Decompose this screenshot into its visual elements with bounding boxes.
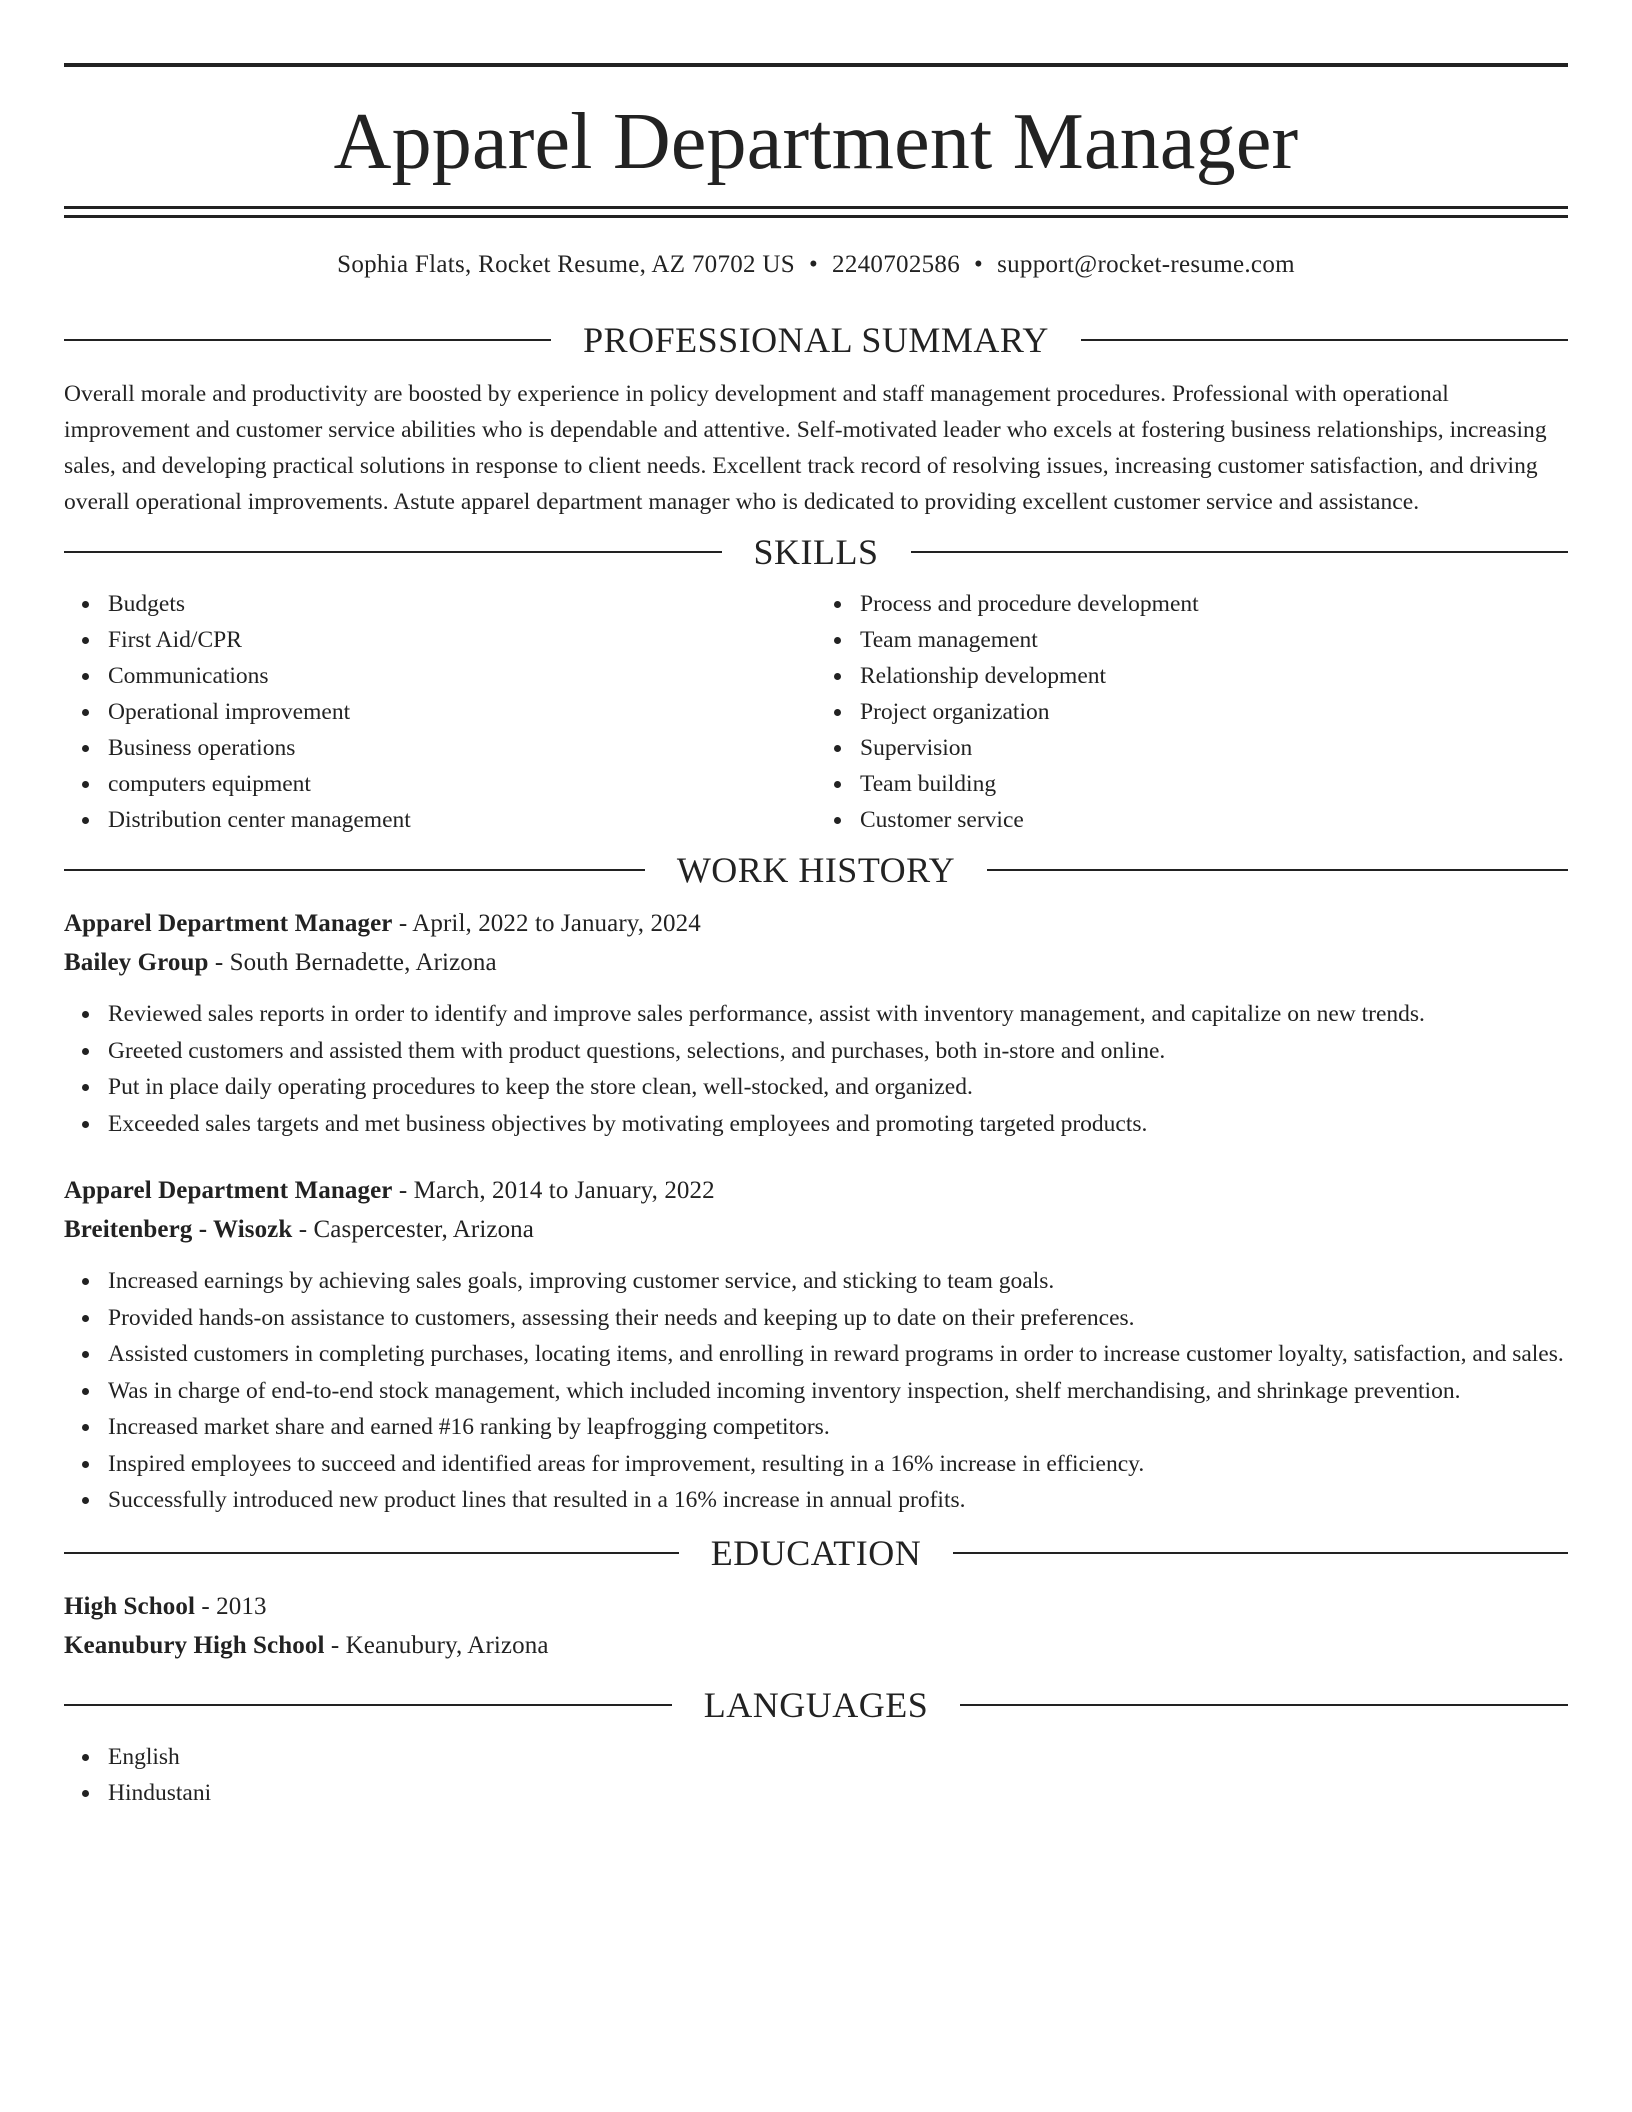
job-bullet: Successfully introduced new product lines that resulted in a 16% increase in annual profits. <box>108 1482 1568 1519</box>
job-bullets <box>64 996 1568 1142</box>
job-company: Breitenberg - Wisozk <box>64 1216 293 1243</box>
job-bullet: Inspired employees to succeed and identified areas for improvement, resulting in a 16% increase in efficiency. <box>108 1446 1568 1483</box>
skill-item: Relationship development <box>860 658 1568 694</box>
contact-separator: • <box>974 251 984 278</box>
skill-item: Project organization <box>860 694 1568 730</box>
skill-item: Process and procedure development <box>860 586 1568 622</box>
summary-text: Overall morale and productivity are boosted by experience in policy development and staff management procedures. Professional with operational improvement and customer service abilities who is dependable and attentive. Self-motivated leader who excels at fostering business relationships, increasing sales, and developing practical solutions in response to client needs. Excellent track record of resolving issues, increasing customer satisfaction, and driving overall operational improvements. Astute apparel department manager who is dedicated to providing excellent customer service and assistance. <box>64 381 1547 515</box>
heading-rule-right <box>1081 339 1568 341</box>
education-school: Keanubury High School <box>64 1631 325 1659</box>
section-title: LANGUAGES <box>703 1684 929 1725</box>
job-bullet: Greeted customers and assisted them with product questions, selections, and purchases, both in-store and online. <box>108 1033 1568 1070</box>
skill-item: Communications <box>108 658 816 694</box>
heading-rule-left <box>64 1704 672 1706</box>
job-bullets <box>64 1263 1568 1519</box>
job-title: Apparel Department Manager <box>64 1177 393 1204</box>
job-title: Apparel Department Manager <box>64 910 393 937</box>
education-degree-line: High School - 2013 <box>64 1592 267 1620</box>
job-entry <box>64 1171 1568 1519</box>
job-title-line: Apparel Department Manager - March, 2014 to January, 2022 <box>64 1177 715 1204</box>
job-dates: April, 2022 to January, 2024 <box>412 910 701 937</box>
section-heading-work-history <box>64 848 1568 892</box>
top-rule <box>64 63 1568 67</box>
job-title-line: Apparel Department Manager - April, 2022 to January, 2024 <box>64 910 701 937</box>
skill-item: Team management <box>860 622 1568 658</box>
skills-column-right <box>816 586 1568 838</box>
skills-column-left <box>64 586 816 838</box>
section-heading-skills <box>64 530 1568 574</box>
page-title: Apparel Department Manager <box>333 98 1299 186</box>
contact-line <box>64 250 1568 280</box>
skill-item: Distribution center management <box>108 802 816 838</box>
heading-rule-right <box>953 1552 1568 1554</box>
skills-list <box>64 586 1568 838</box>
education-year: 2013 <box>216 1592 267 1620</box>
skill-item: Supervision <box>860 730 1568 766</box>
job-location: South Bernadette, Arizona <box>229 949 497 976</box>
job-bullet: Exceeded sales targets and met business objectives by motivating employees and promoting targeted products. <box>108 1106 1568 1143</box>
section-title: EDUCATION <box>710 1532 922 1573</box>
heading-rule-left <box>64 1552 679 1554</box>
job-bullet: Put in place daily operating procedures to keep the store clean, well-stocked, and organized. <box>108 1069 1568 1106</box>
skill-item: First Aid/CPR <box>108 622 816 658</box>
job-bullet: Assisted customers in completing purchases, locating items, and enrolling in reward programs in order to increase customer loyalty, satisfaction, and sales. <box>108 1336 1568 1373</box>
education-entry <box>64 1587 1568 1665</box>
job-location: Caspercester, Arizona <box>313 1216 534 1243</box>
skill-item: Team building <box>860 766 1568 802</box>
section-title: SKILLS <box>753 532 879 572</box>
education-degree: High School <box>64 1592 195 1620</box>
section-heading-languages <box>64 1683 1568 1727</box>
heading-rule-right <box>960 1704 1568 1706</box>
job-company: Bailey Group <box>64 949 209 976</box>
section-heading-summary <box>64 318 1568 362</box>
heading-rule-right <box>911 551 1569 553</box>
education-school-line: Keanubury High School - Keanubury, Arizona <box>64 1631 549 1659</box>
job-bullet: Increased market share and earned #16 ranking by leapfrogging competitors. <box>108 1409 1568 1446</box>
skill-item: Customer service <box>860 802 1568 838</box>
job-bullet: Was in charge of end-to-end stock management, which included incoming inventory inspection, shelf merchandising, and shrinkage prevention. <box>108 1373 1568 1410</box>
job-bullet: Reviewed sales reports in order to identify and improve sales performance, assist with inventory management, and capitalize on new trends. <box>108 996 1568 1033</box>
section-title: PROFESSIONAL SUMMARY <box>583 320 1049 360</box>
title-double-rule <box>64 206 1568 218</box>
job-entry <box>64 904 1568 1142</box>
heading-rule-left <box>64 869 645 871</box>
heading-rule-right <box>987 869 1568 871</box>
skill-item: Business operations <box>108 730 816 766</box>
contact-separator: • <box>808 251 819 278</box>
skill-item: Budgets <box>108 586 816 622</box>
skill-item: computers equipment <box>108 766 816 802</box>
contact-address: Sophia Flats, Rocket Resume, AZ 70702 US <box>337 251 795 278</box>
heading-rule-left <box>64 551 722 553</box>
section-title: WORK HISTORY <box>676 850 956 890</box>
heading-rule-left <box>64 339 551 341</box>
job-bullet: Increased earnings by achieving sales goals, improving customer service, and sticking to team goals. <box>108 1263 1568 1300</box>
education-location: Keanubury, Arizona <box>345 1631 549 1659</box>
languages-list <box>64 1739 1568 1811</box>
contact-phone: 2240702586 <box>832 251 961 278</box>
skill-item: Operational improvement <box>108 694 816 730</box>
contact-email: support@rocket-resume.com <box>997 251 1295 278</box>
language-item: Hindustani <box>108 1775 1568 1811</box>
job-bullet: Provided hands-on assistance to customers, assessing their needs and keeping up to date on their preferences. <box>108 1300 1568 1337</box>
job-company-line: Bailey Group - South Bernadette, Arizona <box>64 949 497 976</box>
section-heading-education <box>64 1531 1568 1575</box>
language-item: English <box>108 1739 1568 1775</box>
job-company-line: Breitenberg - Wisozk - Caspercester, Arizona <box>64 1216 534 1243</box>
job-dates: March, 2014 to January, 2022 <box>413 1177 715 1204</box>
